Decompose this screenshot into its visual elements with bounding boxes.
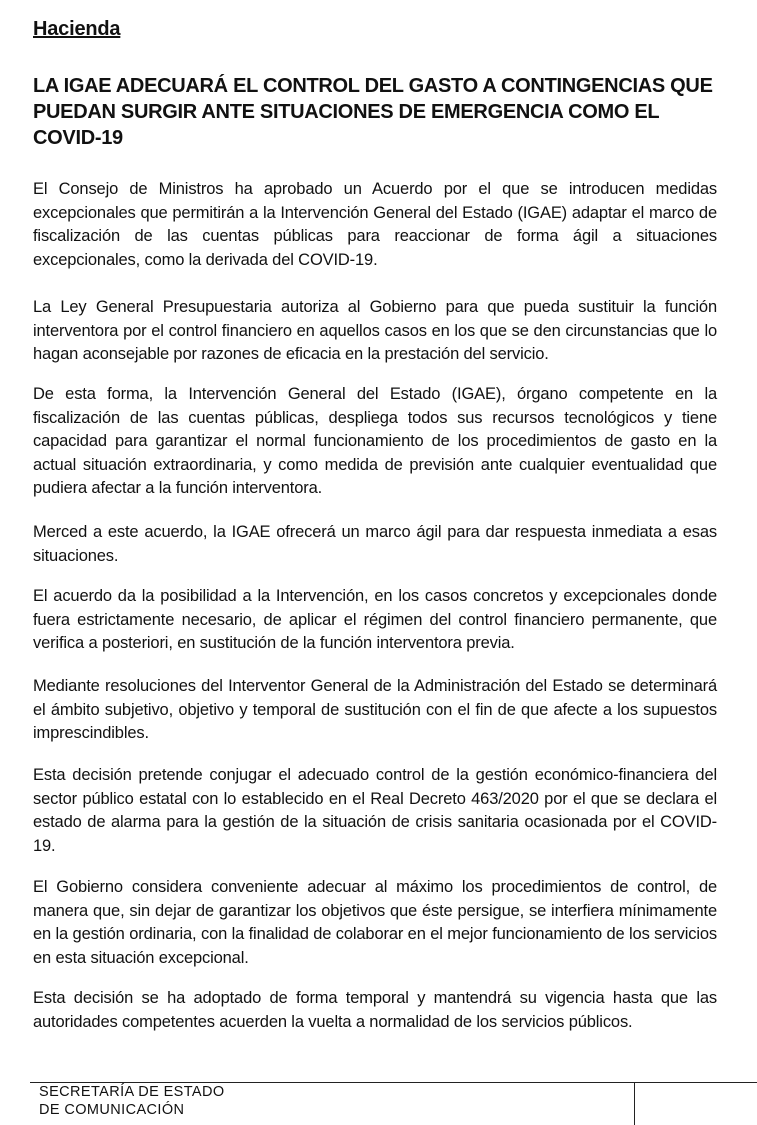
paragraph-7: Esta decisión pretende conjugar el adecuado control de la gestión económico-financiera del sector público estatal con lo establecido en el Real Decreto 463/2020 por el que se declara el estado de alarma para la gestión de la situación de crisis sanitaria ocasionada por el COVID-19. — [33, 766, 717, 855]
paragraph-9: Esta decisión se ha adoptado de forma temporal y mantendrá su vigencia hasta que las autoridades competentes acuerden la vuelta a normalidad de los servicios públicos. — [33, 989, 717, 1031]
headline: LA IGAE ADECUARÁ EL CONTROL DEL GASTO A CONTINGENCIAS QUE PUEDAN SURGIR ANTE SITUACIONES DE EMERGENCIA COMO EL COVID-19 — [33, 75, 713, 149]
footer-line-2: DE COMUNICACIÓN — [39, 1102, 185, 1118]
paragraph-1: El Consejo de Ministros ha aprobado un Acuerdo por el que se introducen medidas excepcionales que permitirán a la Intervención General del Estado (IGAE) adaptar el marco de fiscalización de las cuentas públicas para reaccionar de forma ágil a situaciones excepcionales, como la derivada del COVID-19. — [33, 180, 717, 269]
section-label: Hacienda — [33, 18, 121, 40]
paragraph-3: De esta forma, la Intervención General del Estado (IGAE), órgano competente en la fiscalización de las cuentas públicas, despliega todos sus recursos tecnológicos y tiene capacidad para garantizar el normal funcionamiento de los procedimientos de gasto en la actual situación extraordinaria, y como medida de previsión ante cualquier eventualidad que pudiera afectar a la función interventora. — [33, 385, 717, 497]
footer-divider — [634, 1082, 635, 1125]
paragraph-2: La Ley General Presupuestaria autoriza al Gobierno para que pueda sustituir la función interventora por el control financiero en aquellos casos en los que se den circunstancias que lo hagan aconsejable por razones de eficacia en la prestación del servicio. — [33, 298, 717, 363]
paragraph-8: El Gobierno considera conveniente adecuar al máximo los procedimientos de control, de manera que, sin dejar de garantizar los objetivos que éste persigue, se interfiera mínimamente en la gestión ordinaria, con la finalidad de colaborar en el mejor funcionamiento de los servicios en esta situación excepcional. — [33, 878, 717, 967]
paragraph-4: Merced a este acuerdo, la IGAE ofrecerá un marco ágil para dar respuesta inmediata a esas situaciones. — [33, 523, 717, 565]
footer-organization — [39, 1083, 225, 1119]
paragraph-5: El acuerdo da la posibilidad a la Intervención, en los casos concretos y excepcionales donde fuera estrictamente necesario, de aplicar el régimen del control financiero permanente, que verifica a posteriori, en sustitución de la función interventora previa. — [33, 587, 717, 652]
footer-line-1: SECRETARÍA DE ESTADO — [39, 1084, 225, 1100]
paragraph-6: Mediante resoluciones del Interventor General de la Administración del Estado se determinará el ámbito subjetivo, objetivo y temporal de sustitución con el fin de que afecte a los supuestos imprescindibles. — [33, 677, 717, 742]
